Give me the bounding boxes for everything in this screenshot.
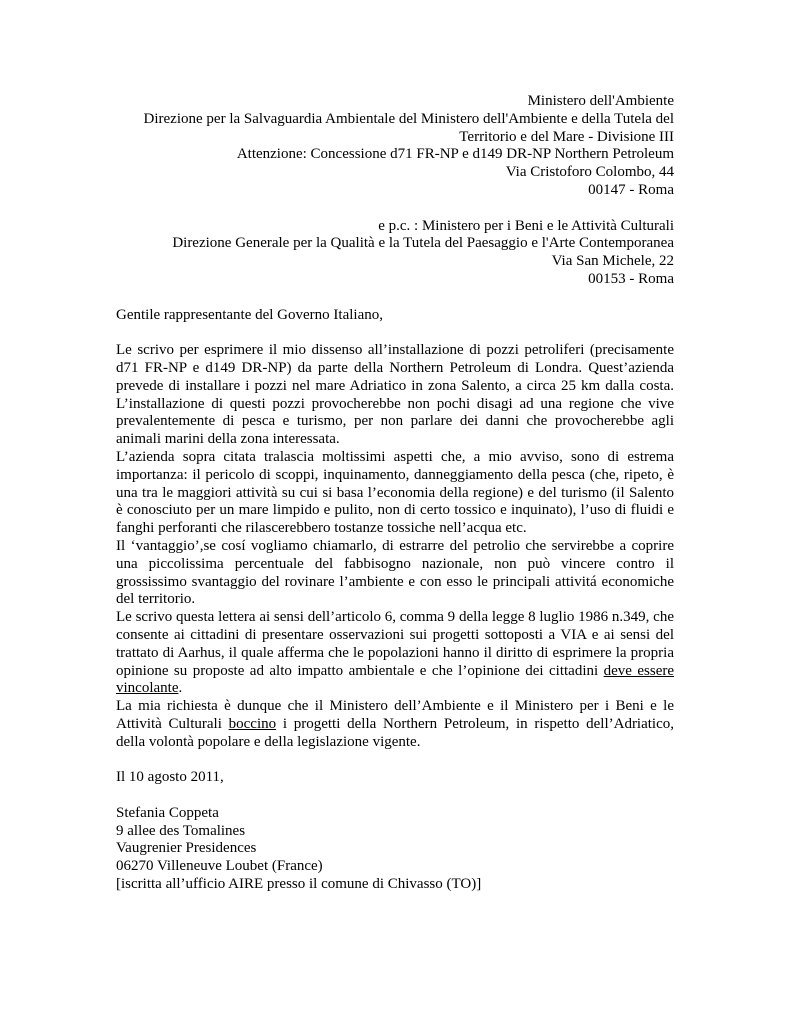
recipient-address (116, 93, 674, 200)
signature-block (116, 805, 674, 894)
letter-content (116, 93, 674, 894)
recipient-line: Direzione per la Salvaguardia Ambientale del Ministero dell'Ambiente e della Tutela del (143, 110, 674, 127)
cc-line: e p.c. : Ministero per i Beni e le Attività Culturali (378, 217, 674, 234)
signature-line: [iscritta all’ufficio AIRE presso il comune di Chivasso (TO)] (116, 876, 482, 893)
underlined-text: deve essere vincolante (116, 662, 675, 697)
signature-line: 06270 Villeneuve Loubet (France) (116, 858, 323, 875)
cc-address (116, 218, 674, 289)
recipient-line: 00147 - Roma (588, 181, 674, 198)
body-text-segment: . (178, 680, 183, 697)
recipient-line: Via Cristoforo Colombo, 44 (505, 164, 674, 181)
recipient-line: Territorio e del Mare - Divisione III (459, 128, 674, 145)
body-paragraph: Il ‘vantaggio’,se cosí vogliamo chiamarlo, di estrarre del petrolio che servirebbe a coprire una piccolissima percentuale del fabbisogno nazionale, non può vincere contro il grossissimo svantaggio del rovinare l’ambiente e con esso le principali attivitá economiche del territorio. (116, 537, 674, 608)
body-text-segment: La mia richiesta è dunque che il Ministero dell’Ambiente e il Ministero per i Beni e le Attività Culturali (116, 698, 674, 732)
signature-line: Vaugrenier Presidences (116, 840, 257, 857)
cc-line: 00153 - Roma (588, 270, 674, 287)
letter-body (116, 342, 674, 751)
body-text-segment: i progetti della Northern Petroleum, in rispetto dell’Adriatico, della volontà popolare e della legislazione vigente. (116, 715, 675, 750)
cc-line: Via San Michele, 22 (551, 253, 674, 270)
salutation: Gentile rappresentante del Governo Italiano, (116, 306, 383, 323)
recipient-line: Ministero dell'Ambiente (527, 93, 674, 109)
spacer (116, 200, 674, 218)
body-paragraph: Le scrivo per esprimere il mio dissenso all’installazione di pozzi petroliferi (precisamente d71 FR-NP e d149 DR-NP) da parte della Northern Petroleum di Londra. Quest’azienda prevede di installare i pozzi nel mare Adriatico in zona Salento, a circa 25 km dalla costa. L’installazione di questi pozzi provocherebbe non pochi disagi ad una regione che vive prevalentemente di pesca e turismo, per non parlare dei danni che provocherebbe agli animali marini della zona interessata. (116, 342, 674, 448)
body-text-segment: Le scrivo questa lettera ai sensi dell’articolo 6, comma 9 della legge 8 luglio 1986 n.349, che consente ai cittadini di presentare osservazioni sui progetti sottoposti a VIA e ai sensi del trattato di Aarhus, il quale afferma che le popolazioni hanno il diritto di esprimere la propria opinione su proposte ad alto impatto ambientale e che l’opinione dei cittadini (116, 609, 674, 679)
cc-line: Direzione Generale per la Qualità e la Tutela del Paesaggio e l'Arte Contemporanea (172, 235, 674, 252)
signature-line: 9 allee des Tomalines (116, 822, 246, 839)
letter-date: Il 10 agosto 2011, (116, 769, 224, 786)
body-paragraph (116, 609, 674, 698)
underlined-text: boccino (228, 715, 277, 732)
signature-line: Stefania Coppeta (116, 804, 219, 821)
recipient-line: Attenzione: Concessione d71 FR-NP e d149 DR-NP Northern Petroleum (236, 146, 674, 163)
body-paragraph: L’azienda sopra citata tralascia moltissimi aspetti che, a mio avviso, sono di estrema importanza: il pericolo di scoppi, inquinamento, danneggiamento della pesca (che, ripeto, è una tra le maggiori attività su cui si basa l’economia della regione) e del turismo (il Salento è conosciuto per un mare limpido e pulito, non di certo tossico e inquinato), l’uso di fluidi e fanghi perforanti che rilascerebbero tostanze tossiche nell’acqua etc. (116, 448, 674, 537)
body-paragraph (116, 698, 674, 751)
